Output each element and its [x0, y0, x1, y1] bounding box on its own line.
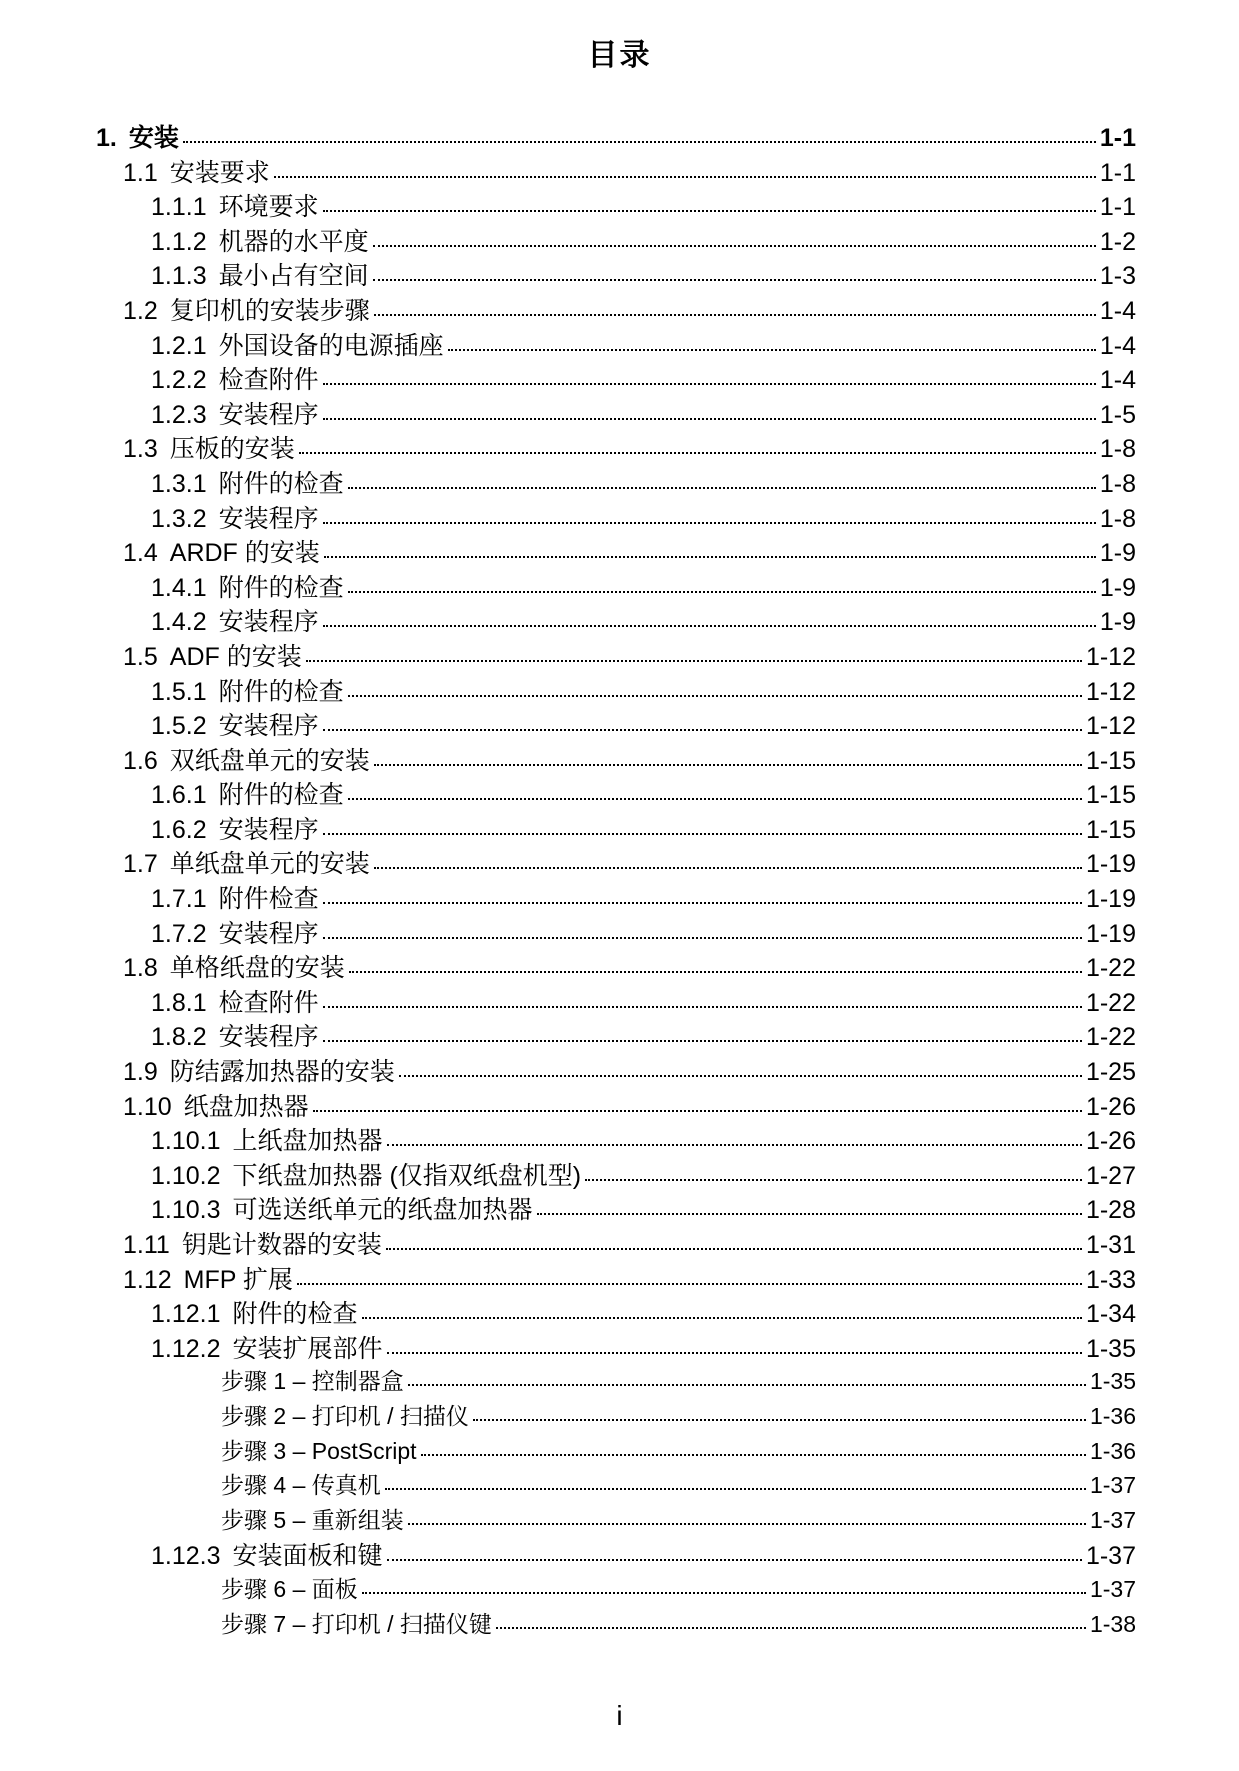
toc-entry[interactable] [96, 256, 1136, 291]
toc-entry[interactable] [96, 879, 1136, 914]
toc-entry-page: 1-4 [1099, 331, 1136, 360]
toc-entry-page: 1-36 [1089, 1437, 1136, 1464]
toc-entry-number: 1.10 [123, 1092, 172, 1121]
dot-leader [183, 141, 1096, 143]
toc-entry-number: 1.2 [123, 296, 158, 325]
dot-leader [306, 660, 1082, 662]
toc-entry-page: 1-27 [1085, 1161, 1136, 1190]
toc-entry-number: 1.5 [123, 642, 158, 671]
toc-entry-title: 检查附件 [218, 988, 319, 1017]
toc-entry-page: 1-33 [1085, 1265, 1136, 1294]
toc-entry[interactable] [96, 326, 1136, 361]
dot-leader [362, 1317, 1082, 1319]
dot-leader [387, 1559, 1082, 1561]
toc-entry-number: 1.3 [123, 435, 158, 464]
toc-entry[interactable] [96, 1190, 1136, 1225]
toc-entry-title: 外国设备的电源插座 [218, 331, 444, 360]
dot-leader [387, 1352, 1082, 1354]
toc-entry[interactable] [96, 775, 1136, 810]
dot-leader [348, 487, 1096, 489]
toc-entry[interactable] [96, 948, 1136, 983]
page-title: 目录 [587, 38, 652, 73]
toc-entry-page: 1-3 [1099, 262, 1136, 291]
toc-entry[interactable] [96, 1467, 1136, 1502]
dot-leader [313, 1110, 1082, 1112]
toc-entry-title: 安装扩展部件 [232, 1334, 383, 1363]
toc-entry-page: 1-31 [1085, 1231, 1136, 1259]
dot-leader [585, 1179, 1082, 1181]
dot-leader [408, 1523, 1086, 1525]
toc-entry-title: 安装程序 [218, 1023, 319, 1052]
dot-leader [349, 971, 1082, 973]
dot-leader [323, 625, 1096, 627]
toc-entry-page: 1-9 [1099, 539, 1136, 568]
toc-entry-page: 1-19 [1085, 919, 1136, 948]
toc-entry-number: 1.10.3 [151, 1196, 221, 1225]
toc-entry-page: 1-37 [1089, 1506, 1136, 1533]
toc-entry-number: 1.3.2 [151, 504, 207, 533]
toc-entry-page: 1-15 [1085, 746, 1136, 775]
toc-entry-title: 安装程序 [218, 712, 319, 741]
toc-entry-page: 1-25 [1085, 1058, 1136, 1087]
toc-entry-page: 1-35 [1085, 1334, 1136, 1363]
toc-entry[interactable] [96, 1225, 1136, 1260]
toc-entry[interactable] [96, 914, 1136, 949]
toc-entry-page: 1-2 [1099, 227, 1136, 256]
dot-leader [299, 452, 1096, 454]
toc-entry[interactable] [96, 1398, 1136, 1433]
toc-entry-title: 附件的检查 [218, 573, 344, 602]
table-of-contents [96, 118, 1136, 1640]
dot-leader [323, 902, 1082, 904]
toc-entry-number: 1.10.2 [151, 1161, 221, 1190]
toc-entry[interactable] [96, 1294, 1136, 1329]
toc-entry[interactable] [96, 464, 1136, 499]
toc-entry-page: 1-15 [1085, 781, 1136, 810]
toc-entry-number: 1.2.2 [151, 366, 207, 395]
toc-entry-title: 环境要求 [218, 193, 319, 222]
toc-entry-page: 1-22 [1085, 1023, 1136, 1052]
toc-entry-title: 防结露加热器的安装 [169, 1058, 395, 1087]
toc-entry-title: 附件检查 [218, 885, 319, 914]
toc-entry[interactable] [96, 1363, 1136, 1398]
toc-entry-title: 单纸盘单元的安装 [169, 850, 370, 879]
dot-leader [348, 591, 1096, 593]
toc-entry-title: 步骤 5 – 重新组装 [221, 1506, 404, 1533]
toc-entry-title: 附件的检查 [232, 1300, 358, 1329]
dot-leader [399, 1075, 1082, 1077]
toc-entry[interactable] [96, 360, 1136, 395]
toc-entry[interactable] [96, 810, 1136, 845]
dot-leader [496, 1627, 1086, 1629]
dot-leader [374, 314, 1096, 316]
toc-entry[interactable] [96, 741, 1136, 776]
dot-leader [323, 210, 1096, 212]
dot-leader [385, 1488, 1086, 1490]
toc-entry[interactable] [96, 1087, 1136, 1122]
toc-entry-number: 1.1.3 [151, 262, 207, 291]
dot-leader [323, 1006, 1082, 1008]
dot-leader [323, 522, 1096, 524]
toc-entry-page: 1-34 [1085, 1300, 1136, 1329]
toc-entry[interactable] [96, 1329, 1136, 1364]
toc-entry-page: 1-1 [1099, 193, 1136, 222]
toc-entry-title: 安装要求 [169, 158, 270, 187]
toc-entry-page: 1-8 [1099, 469, 1136, 498]
toc-entry-page: 1-22 [1085, 988, 1136, 1017]
toc-entry[interactable] [96, 118, 1136, 153]
toc-entry-title: 安装程序 [218, 400, 319, 429]
toc-entry[interactable] [96, 568, 1136, 603]
toc-entry[interactable] [96, 983, 1136, 1018]
toc-entry-number: 1.6.2 [151, 815, 207, 844]
dot-leader [323, 937, 1082, 939]
toc-entry-number: 1.5.1 [151, 677, 207, 706]
toc-entry-number: 1.8.2 [151, 1023, 207, 1052]
dot-leader [386, 1248, 1082, 1250]
toc-entry-page: 1-4 [1099, 366, 1136, 395]
toc-entry[interactable] [96, 602, 1136, 637]
toc-entry-title: 下纸盘加热器 (仅指双纸盘机型) [232, 1161, 582, 1190]
toc-entry[interactable] [96, 429, 1136, 464]
toc-entry-title: 安装程序 [218, 504, 319, 533]
toc-entry-title: 压板的安装 [169, 435, 295, 464]
toc-entry-page: 1-35 [1089, 1368, 1136, 1395]
toc-entry-page: 1-8 [1099, 504, 1136, 533]
toc-entry-page: 1-12 [1085, 712, 1136, 741]
toc-entry-page: 1-1 [1099, 158, 1136, 187]
toc-entry-title: 安装程序 [218, 815, 319, 844]
toc-entry-number: 1.7.1 [151, 885, 207, 914]
toc-entry-title: 纸盘加热器 [183, 1092, 309, 1121]
toc-entry-page: 1-22 [1085, 954, 1136, 983]
toc-entry-page: 1-8 [1099, 435, 1136, 464]
toc-entry-title: 步骤 2 – 打印机 / 扫描仪 [221, 1402, 469, 1429]
dot-leader [408, 1384, 1086, 1386]
dot-leader [323, 383, 1096, 385]
dot-leader [362, 1592, 1086, 1594]
toc-entry-title: 安装 [128, 124, 179, 152]
toc-entry-page: 1-37 [1085, 1542, 1136, 1571]
toc-entry[interactable] [96, 637, 1136, 672]
dot-leader [274, 176, 1096, 178]
toc-entry-title: 检查附件 [218, 366, 319, 395]
toc-entry[interactable] [96, 1502, 1136, 1537]
dot-leader [374, 764, 1082, 766]
dot-leader [374, 867, 1082, 869]
dot-leader [421, 1454, 1086, 1456]
toc-entry-number: 1.12.3 [151, 1542, 221, 1571]
dot-leader [323, 1040, 1082, 1042]
toc-entry-title: 安装面板和键 [232, 1542, 383, 1571]
toc-entry-number: 1.8 [123, 954, 158, 983]
toc-entry-page: 1-37 [1089, 1472, 1136, 1499]
toc-entry-title: 步骤 4 – 传真机 [221, 1472, 381, 1499]
toc-entry-title: 双纸盘单元的安装 [169, 746, 370, 775]
toc-entry-number: 1.1 [123, 158, 158, 187]
toc-entry-page: 1-38 [1089, 1610, 1136, 1637]
toc-entry-page: 1-26 [1085, 1127, 1136, 1156]
toc-entry-page: 1-19 [1085, 885, 1136, 914]
toc-entry-title: 钥匙计数器的安装 [181, 1231, 382, 1259]
toc-entry[interactable] [96, 1571, 1136, 1606]
toc-entry-number: 1.11 [123, 1231, 170, 1259]
toc-entry[interactable] [96, 291, 1136, 326]
dot-leader [373, 279, 1096, 281]
dot-leader [323, 418, 1096, 420]
toc-entry[interactable] [96, 1606, 1136, 1641]
toc-entry-title: 安装程序 [218, 919, 319, 948]
toc-entry-number: 1.2.1 [151, 331, 207, 360]
toc-entry-title: ADF 的安装 [169, 642, 302, 671]
dot-leader [537, 1213, 1082, 1215]
dot-leader [324, 556, 1096, 558]
toc-entry-title: ARDF 的安装 [169, 539, 320, 568]
dot-leader [323, 729, 1082, 731]
toc-entry-title: MFP 扩展 [183, 1265, 293, 1294]
toc-entry-number: 1.12.1 [151, 1300, 221, 1329]
toc-entry-title: 可选送纸单元的纸盘加热器 [232, 1196, 533, 1225]
toc-entry[interactable] [96, 1156, 1136, 1191]
toc-entry[interactable] [96, 1017, 1136, 1052]
toc-entry[interactable] [96, 844, 1136, 879]
toc-entry-number: 1.7.2 [151, 919, 207, 948]
toc-entry-number: 1.3.1 [151, 469, 207, 498]
toc-entry-title: 步骤 3 – PostScript [221, 1437, 417, 1464]
toc-entry[interactable] [96, 706, 1136, 741]
toc-entry-number: 1.5.2 [151, 712, 207, 741]
toc-entry-number: 1.12.2 [151, 1334, 221, 1363]
toc-entry-number: 1.9 [123, 1058, 158, 1087]
toc-entry-page: 1-9 [1099, 573, 1136, 602]
dot-leader [323, 833, 1082, 835]
toc-entry-page: 1-37 [1089, 1575, 1136, 1602]
toc-entry-number: 1.7 [123, 850, 158, 879]
dot-leader [348, 695, 1082, 697]
toc-entry-number: 1.1.1 [151, 193, 207, 222]
toc-entry[interactable] [96, 222, 1136, 257]
toc-entry-page: 1-26 [1085, 1092, 1136, 1121]
toc-entry-number: 1.6 [123, 746, 158, 775]
toc-entry-title: 安装程序 [218, 608, 319, 637]
dot-leader [297, 1283, 1082, 1285]
toc-entry-title: 机器的水平度 [218, 227, 369, 256]
toc-entry[interactable] [96, 153, 1136, 188]
toc-entry[interactable] [96, 187, 1136, 222]
toc-entry-page: 1-9 [1099, 608, 1136, 637]
toc-entry-title: 步骤 6 – 面板 [221, 1575, 358, 1602]
toc-entry[interactable] [96, 1536, 1136, 1571]
toc-entry-title: 复印机的安装步骤 [169, 296, 370, 325]
toc-entry-title: 附件的检查 [218, 469, 344, 498]
toc-entry-number: 1.6.1 [151, 781, 207, 810]
toc-entry[interactable] [96, 1433, 1136, 1468]
toc-entry[interactable] [96, 1121, 1136, 1156]
toc-entry-number: 1.4.2 [151, 608, 207, 637]
page-number: i [616, 1700, 623, 1731]
toc-entry-title: 步骤 7 – 打印机 / 扫描仪键 [221, 1610, 492, 1637]
toc-entry-number: 1. [96, 124, 117, 152]
dot-leader [387, 1144, 1082, 1146]
toc-entry-number: 1.4 [123, 539, 158, 568]
toc-entry[interactable] [96, 1052, 1136, 1087]
toc-entry[interactable] [96, 672, 1136, 707]
toc-entry-number: 1.1.2 [151, 227, 207, 256]
toc-entry-number: 1.4.1 [151, 573, 207, 602]
toc-entry-page: 1-5 [1099, 400, 1136, 429]
toc-entry-number: 1.10.1 [151, 1127, 221, 1156]
dot-leader [473, 1419, 1086, 1421]
dot-leader [373, 245, 1096, 247]
toc-entry-page: 1-4 [1099, 296, 1136, 325]
toc-entry-title: 附件的检查 [218, 677, 344, 706]
toc-entry[interactable] [96, 395, 1136, 430]
toc-entry-title: 附件的检查 [218, 781, 344, 810]
toc-entry-page: 1-12 [1085, 642, 1136, 671]
toc-entry[interactable] [96, 533, 1136, 568]
toc-entry-title: 单格纸盘的安装 [169, 954, 345, 983]
dot-leader [448, 349, 1096, 351]
toc-entry-page: 1-15 [1085, 815, 1136, 844]
toc-entry-title: 上纸盘加热器 [232, 1127, 383, 1156]
toc-entry-number: 1.12 [123, 1265, 172, 1294]
toc-entry-title: 最小占有空间 [218, 262, 369, 291]
toc-entry-page: 1-12 [1085, 677, 1136, 706]
toc-entry-number: 1.2.3 [151, 400, 207, 429]
toc-entry-title: 步骤 1 – 控制器盒 [221, 1368, 404, 1395]
toc-entry-page: 1-19 [1085, 850, 1136, 879]
toc-entry-page: 1-1 [1099, 124, 1136, 152]
toc-entry-number: 1.8.1 [151, 988, 207, 1017]
toc-entry-page: 1-28 [1085, 1196, 1136, 1225]
toc-entry[interactable] [96, 1260, 1136, 1295]
toc-entry-page: 1-36 [1089, 1402, 1136, 1429]
toc-entry[interactable] [96, 499, 1136, 534]
dot-leader [348, 798, 1082, 800]
